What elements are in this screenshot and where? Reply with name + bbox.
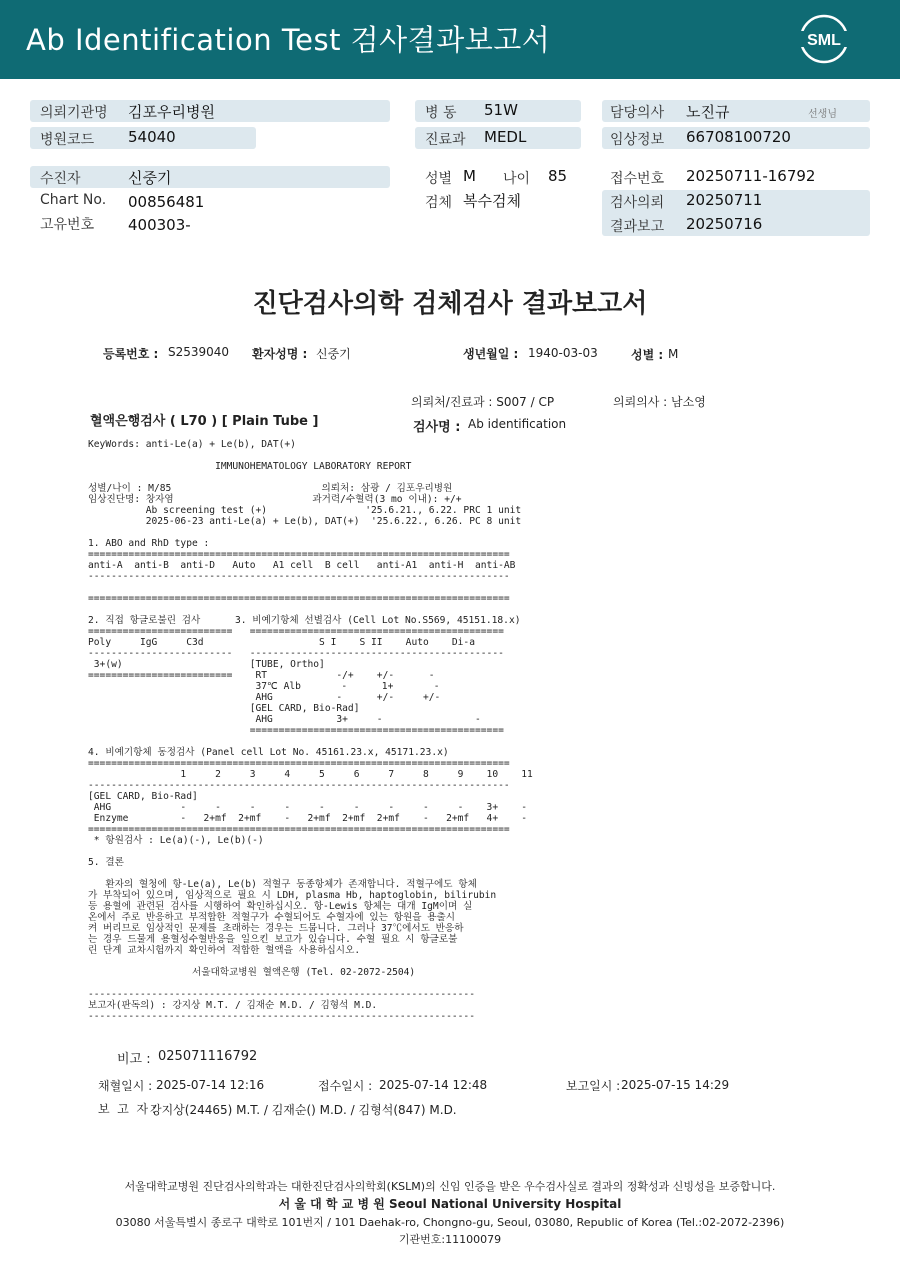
dept-line: 의뢰처/진료과 : S007 / CP xyxy=(411,395,555,409)
ward-value: 51W xyxy=(484,101,518,119)
chart-label: Chart No. xyxy=(40,192,107,208)
age-value: 85 xyxy=(548,167,568,185)
sml-logo xyxy=(798,13,850,65)
doctor-label: 담당의사 xyxy=(610,105,665,121)
chart-value: 00856481 xyxy=(128,193,205,211)
accession-label: 접수번호 xyxy=(610,171,665,187)
name-value: 신중기 xyxy=(316,347,351,361)
doctor-value: 노진규 xyxy=(686,103,730,121)
logo-text: SML xyxy=(807,32,841,49)
footer-institution-no: 기관번호:11100079 xyxy=(398,1233,502,1246)
footer-certification: 서울대학교병원 진단검사의학과는 대한진단검사의학회(KSLM)의 신임 인증을 받은 우수검사실로 결과의 정확성과 신빙성을 보증합니다. xyxy=(124,1180,776,1193)
report-time-label: 보고일시 : xyxy=(566,1079,621,1093)
report-title: 진단검사의학 검체검사 결과보고서 xyxy=(252,289,648,319)
lab-report-body: IMMUNOHEMATOLOGY LABORATORY REPORT 성별/나이 : M/85 의뢰처: 삼광 / 김포우리병원 임상진단명: 창자염 과거력/수혈력(3 mo 이내): +/+ Ab screening test (+) '25.6.21., 6.22. PRC 1 unit 2025-06-23 anti-Le(a) + Le(b), DAT(+) '25.6.22., 6.26. PC 8 unit 1. ABO and RhD type : ========================================================================= anti-A anti-B anti-D Auto A1 cell B cell anti-A1 anti-H anti-AB ------------------------------------------------------------------------- ========================================================================= 2. 직접 항글로불린 검사 3. 비예기항체 선별검사 (Cell Lot No.S569, 45151.18.x) ========================= ============================================ Poly IgG C3d S I S II Auto Di-a ------------------------- -------------------------------------------- 3+(w) [TUBE, Ortho] ========================= RT -/+ +/- - 37℃ Alb - 1+ - AHG - +/- +/- [GEL CARD, Bio-Rad] AHG 3+ - - ============================================ 4. 비예기항체 동정검사 (Panel cell Lot No. 45161.23.x, 45171.23.x) ========================================================================= 1 2 3 4 5 6 7 8 9 10 11 ------------------------------------------------------------------------- [GEL CARD, Bio-Rad] AHG - - - - - - - - - 3+ - Enzyme - 2+mf 2+mf - 2+mf 2+mf 2+mf - 2+mf 4+ - ========================================================================= * 항원검사 : Le(a)(-), Le(b)(-) 5. 결론 환자의 혈청에 항-Le(a), Le(b) 적혈구 동종항체가 존재합니다. 적혈구에도 항체 가 부착되어 있으며, 임상적으로 필요 시 LDH, plasma Hb, haptoglobin, bilirubin 등 용혈에 관련된 검사를 시행하여 확인하십시오. 항-Lewis 항체는 대개 IgM이며 실 온에서 주로 반응하고 부적합한 적혈구가 수혈되어도 수혈자에 있는 항원을 용출시 켜 버리므로 임상적인 문제를 초래하는 경우는 드뭅니다. 그러나 37℃에서도 반응하 는 경우 드물게 용혈성수혈반응을 일으킨 보고가 있습니다. 수혈 필요 시 항글로불 린 단계 교차시험까지 확인하여 적합한 혈액을 사용하십시오. 서울대학교병원 혈액은행 (Tel. 02-2072-2504) ------------------------------------------------------------------- 보고자(판독의) : 강지상 M.T. / 김재순 M.D. / 김형석 M.D. ------------------------------------------------------------------- xyxy=(88,461,533,1022)
patient-value: 신중기 xyxy=(128,169,172,187)
patient-label: 수진자 xyxy=(40,171,81,187)
dob-value: 1940-03-03 xyxy=(528,346,598,360)
specimen-value: 복수검체 xyxy=(463,192,521,210)
clinical-value: 66708100720 xyxy=(686,128,791,146)
reporter-value: 강지상(24465) M.T. / 김재순() M.D. / 김형석(847) M.D. xyxy=(150,1103,457,1117)
result-report-label: 결과보고 xyxy=(610,219,665,235)
clinical-label: 임상정보 xyxy=(610,132,665,148)
report-time-value: 2025-07-15 14:29 xyxy=(621,1078,730,1092)
footer-address: 03080 서울특별시 종로구 대학로 101번지 / 101 Daehak-ro, Chongno-gu, Seoul, 03080, Republic of Korea (Tel.:02-2072-2396) xyxy=(115,1216,785,1229)
hospital-code-value: 54040 xyxy=(128,128,176,146)
report-header xyxy=(0,0,900,79)
reg-value: S2539040 xyxy=(168,345,230,359)
institution-label: 의뢰기관명 xyxy=(40,105,108,121)
name-label: 환자성명 : xyxy=(252,347,308,361)
reg-label: 등록번호 : xyxy=(103,347,159,361)
dept-label: 진료과 xyxy=(425,132,466,148)
collect-value: 2025-07-14 12:16 xyxy=(156,1078,265,1092)
note-value: 025071116792 xyxy=(158,1049,258,1064)
keywords: KeyWords: anti-Le(a) + Le(b), DAT(+) xyxy=(88,439,296,450)
test-name-label: 검사명 : xyxy=(413,420,461,435)
sex-value: M xyxy=(463,167,476,185)
note-label: 비고 : xyxy=(117,1052,151,1067)
sex-label: 성별 xyxy=(425,171,453,187)
doctor-suffix: 선생님 xyxy=(808,109,837,120)
report-sex-label: 성별 : xyxy=(631,348,664,362)
reporter-label: 보 고 자 : xyxy=(98,1102,156,1116)
receive-value: 2025-07-14 12:48 xyxy=(379,1078,488,1092)
requester-line: 의뢰의사 : 남소영 xyxy=(613,395,706,409)
report-sex-value: M xyxy=(668,347,679,361)
accession-value: 20250711-16792 xyxy=(686,167,816,185)
result-report-value: 20250716 xyxy=(686,215,763,233)
id-label: 고유번호 xyxy=(40,217,95,233)
request-label: 검사의뢰 xyxy=(610,195,665,211)
hospital-code-label: 병원코드 xyxy=(40,132,95,148)
dob-label: 생년월일 : xyxy=(463,347,519,361)
receive-label: 접수일시 : xyxy=(318,1079,373,1093)
test-name-value: Ab identification xyxy=(468,417,567,431)
request-value: 20250711 xyxy=(686,191,763,209)
dept-value: MEDL xyxy=(484,128,527,146)
patient-box xyxy=(30,166,390,188)
institution-value: 김포우리병원 xyxy=(128,103,215,121)
specimen-label: 검체 xyxy=(425,195,453,211)
test-group: 혈액은행검사 ( L70 ) [ Plain Tube ] xyxy=(90,414,319,429)
age-label: 나이 xyxy=(503,171,531,187)
header-title: Ab Identification Test 검사결과보고서 xyxy=(26,23,551,57)
collect-label: 채혈일시 : xyxy=(98,1079,153,1093)
id-value: 400303- xyxy=(128,216,191,234)
ward-label: 병 동 xyxy=(425,105,457,121)
footer-hospital-name: 서 울 대 학 교 병 원 Seoul National University Hospital xyxy=(278,1197,622,1211)
